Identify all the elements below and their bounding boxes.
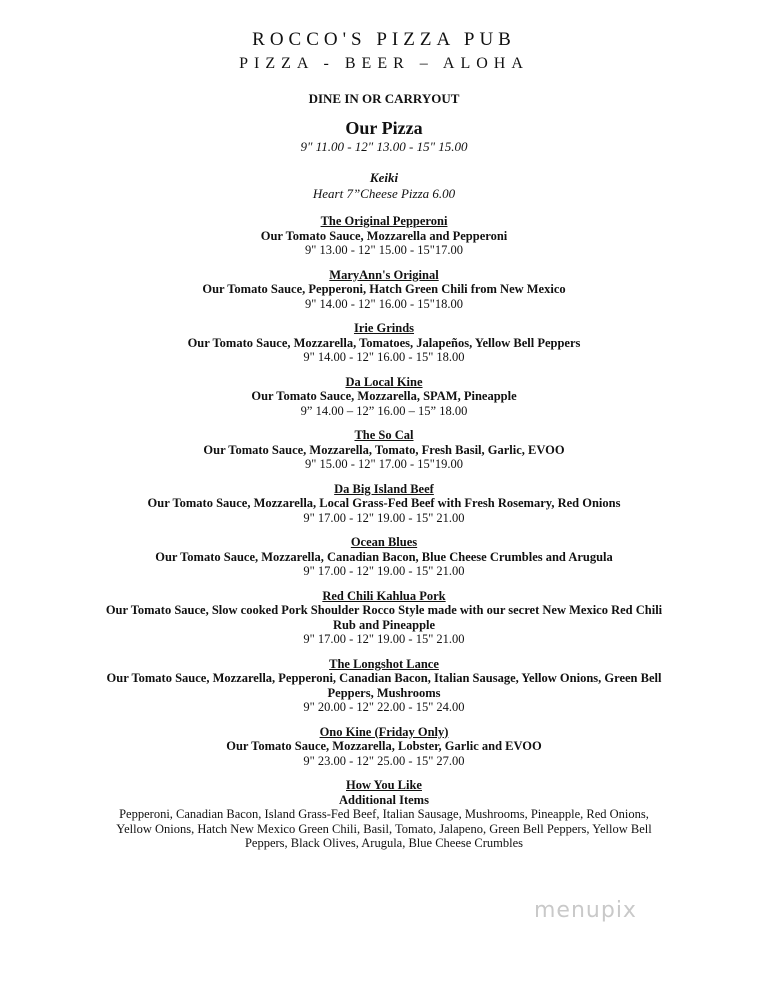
item-description: Our Tomato Sauce, Mozzarella, Canadian Bacon, Blue Cheese Crumbles and Arugula	[155, 549, 613, 564]
item-price: 9" 17.00 - 12" 19.00 - 15" 21.00	[303, 632, 465, 646]
item-description: Our Tomato Sauce, Mozzarella, SPAM, Pineapple	[251, 389, 517, 403]
item-price: 9” 14.00 – 12” 16.00 – 15” 18.00	[300, 403, 468, 418]
item-name: The So Cal	[354, 428, 414, 442]
item-price: 9" 13.00 - 12" 15.00 - 15"17.00	[304, 243, 463, 257]
item-price: 9" 20.00 - 12" 22.00 - 15" 24.00	[303, 700, 465, 714]
menu-item	[0, 725, 768, 769]
item-price: 9" 15.00 - 12" 17.00 - 15"19.00	[304, 457, 463, 471]
dine-in-notice: DINE IN OR CARRYOUT	[308, 91, 460, 106]
item-name: The Longshot Lance	[329, 656, 439, 671]
item-description: Our Tomato Sauce, Pepperoni, Hatch Green Chili from New Mexico	[202, 282, 566, 296]
item-name: Ocean Blues	[350, 535, 418, 549]
item-name: Da Local Kine	[345, 374, 423, 389]
menu-item	[0, 321, 768, 365]
base-pizza-prices: 9" 11.00 - 12" 13.00 - 15" 15.00	[300, 139, 468, 154]
item-name: The Original Pepperoni	[320, 214, 448, 228]
item-price: 9" 14.00 - 12" 16.00 - 15" 18.00	[303, 350, 465, 364]
how-you-like-section	[0, 778, 768, 851]
section-title-our-pizza: Our Pizza	[345, 118, 423, 138]
item-description: Our Tomato Sauce, Mozzarella, Tomatoes, Jalapeños, Yellow Bell Peppers	[187, 335, 581, 350]
menu-item	[0, 535, 768, 579]
item-description: Our Tomato Sauce, Mozzarella and Pepperoni	[260, 228, 508, 243]
menupix-watermark: menupix	[534, 898, 637, 923]
item-description: Our Tomato Sauce, Mozzarella, Tomato, Fresh Basil, Garlic, EVOO	[203, 442, 565, 457]
item-price: 9" 14.00 - 12" 16.00 - 15"18.00	[304, 296, 463, 311]
item-price: 9" 23.00 - 12" 25.00 - 15" 27.00	[303, 753, 465, 768]
additional-items-heading: Additional Items	[339, 792, 429, 807]
menu-item	[0, 268, 768, 312]
item-name: Ono Kine (Friday Only)	[319, 724, 449, 739]
item-price: 9" 17.00 - 12" 19.00 - 15" 21.00	[303, 564, 465, 578]
item-name: MaryAnn's Original	[329, 267, 439, 282]
item-description: Our Tomato Sauce, Mozzarella, Local Grass-Fed Beef with Fresh Rosemary, Red Onions	[147, 496, 621, 510]
item-description: Our Tomato Sauce, Mozzarella, Lobster, Garlic and EVOO	[226, 739, 542, 753]
keiki-pizza-price: Heart 7”Cheese Pizza 6.00	[312, 186, 456, 201]
item-description: Our Tomato Sauce, Slow cooked Pork Shoulder Rocco Style made with our secret New Mexico Red Chili Rub and Pineapple	[105, 603, 663, 632]
item-name: Da Big Island Beef	[334, 481, 434, 496]
item-price: 9" 17.00 - 12" 19.00 - 15" 21.00	[303, 510, 465, 525]
additional-items-list: Pepperoni, Canadian Bacon, Island Grass-Fed Beef, Italian Sausage, Mushrooms, Pineapple, Red Onions, Yellow Onions, Hatch New Mexico Green Chili, Basil, Tomato, Jalapeno, Green Bell Peppers, Yellow Bell Peppers, Black Olives, Arugula, Blue Cheese Crumbles	[116, 807, 652, 850]
restaurant-name: ROCCO'S PIZZA PUB	[252, 29, 516, 50]
menu-item	[0, 657, 768, 715]
how-you-like-title: How You Like	[346, 778, 422, 792]
item-name: Red Chili Kahlua Pork	[322, 588, 446, 603]
item-name: Irie Grinds	[353, 321, 415, 335]
section-title-keiki: Keiki	[369, 170, 399, 185]
menu-item	[0, 482, 768, 526]
tagline: PIZZA - BEER – ALOHA	[239, 55, 529, 72]
menu-item	[0, 589, 768, 647]
menu-item	[0, 428, 768, 472]
pizza-list	[0, 214, 768, 768]
menu-item	[0, 375, 768, 419]
menu-item	[0, 214, 768, 258]
item-description: Our Tomato Sauce, Mozzarella, Pepperoni, Canadian Bacon, Italian Sausage, Yellow Onions, Green Bell Peppers, Mushrooms	[106, 671, 662, 700]
